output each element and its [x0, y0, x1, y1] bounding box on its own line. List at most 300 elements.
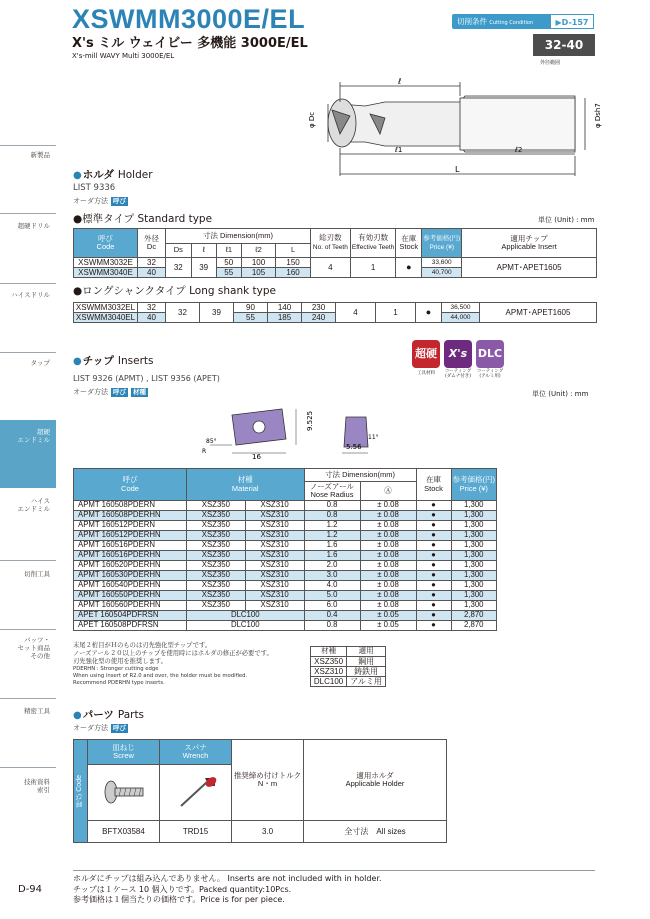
cell-stock: ●: [416, 531, 451, 541]
cell-m1: DLC100: [187, 611, 305, 621]
cell-m1: XSZ350: [187, 551, 246, 561]
th-holder: [304, 740, 447, 821]
sidebar-divider: [0, 629, 56, 630]
cell-tol: ± 0.08: [360, 561, 416, 571]
sidebar-divider: [0, 145, 56, 146]
sidebar-item-hss-endmill[interactable]: ハイス エンドミル: [17, 497, 50, 513]
cell-m1: XSZ350: [187, 581, 246, 591]
cell-price: 1,300: [451, 551, 497, 561]
inserts-heading-jp: チップ: [82, 355, 114, 367]
th-nose-jp: ノーズアール: [309, 481, 355, 491]
cell-price: 1,300: [451, 501, 497, 511]
cond-ref: ▶D-157: [550, 14, 594, 29]
cell-price: 2,870: [451, 611, 497, 621]
cell-wrench: TRD15: [160, 821, 232, 843]
th-torque-en: N・m: [257, 779, 278, 788]
sidebar-divider: [0, 560, 56, 561]
cell-stock: ●: [416, 521, 451, 531]
dim-l: ℓ: [398, 77, 402, 86]
cell-ds: 32: [166, 303, 200, 323]
cell-stock: ●: [416, 571, 451, 581]
th-dim: 寸法 Dimension(mm): [166, 229, 311, 244]
cell-mat: XSZ350: [311, 657, 347, 667]
cell-price: 1,300: [451, 601, 497, 611]
cell-teeth: 4: [336, 303, 376, 323]
cell-m2: XSZ310: [245, 551, 304, 561]
cell-tol: ± 0.08: [360, 501, 416, 511]
cell-code: XSWMM3032E: [74, 258, 138, 268]
inserts-table-body: [74, 501, 497, 631]
dim-dc: φ Dc: [308, 111, 316, 128]
table-row: [74, 601, 497, 611]
screw-icon: [99, 777, 149, 807]
cell-nose: 0.4: [304, 611, 360, 621]
table-row: [74, 561, 497, 571]
cell-price: 1,300: [451, 521, 497, 531]
note-line: PDERHN : Stronger cutting edge: [73, 666, 159, 672]
cell-stock: ●: [416, 591, 451, 601]
note-line: When using insert of R2.0 and over, the holder must be modified.: [73, 673, 248, 679]
note-line: 末尾２桁目がＨのものは刃先強化型チップです。: [73, 642, 212, 649]
cell-m1: XSZ350: [187, 591, 246, 601]
table-row: [74, 531, 497, 541]
cond-label: 切削条件: [457, 17, 487, 26]
th-dc-en: Dc: [146, 242, 157, 251]
th-stock-en: Stock: [399, 242, 419, 251]
cell-tol: ± 0.08: [360, 551, 416, 561]
cutting-condition-link[interactable]: [452, 14, 594, 29]
table-row: [74, 571, 497, 581]
dim-r: R: [202, 448, 207, 455]
cell-nose: 0.8: [304, 621, 360, 631]
cell-teeth: 4: [310, 258, 350, 278]
th-use: 適用: [347, 647, 386, 657]
standard-holder-table: [73, 228, 597, 278]
dim-e: 85°: [206, 438, 217, 445]
cell-code: XSWMM3040EL: [74, 313, 138, 323]
table-row: [311, 677, 386, 687]
table-row: [74, 611, 497, 621]
table-row: [74, 303, 597, 313]
sidebar-item-carbide-drill[interactable]: 超硬ドリル: [17, 222, 50, 230]
order-tag: 呼び: [113, 197, 126, 205]
cell-tol: ± 0.08: [360, 591, 416, 601]
cell-price: 2,870: [451, 621, 497, 631]
badge-carbide: 超硬: [412, 340, 440, 368]
dim-L: L: [455, 165, 460, 174]
sidebar-item-tech-index[interactable]: 技術資料 索引: [24, 778, 50, 794]
th-chip-en: Applicable Insert: [501, 242, 557, 251]
page-title: XSWMM3000E/EL: [72, 4, 306, 34]
th-stock: [396, 229, 422, 258]
parts-table: [73, 739, 447, 843]
wrench-icon: [171, 774, 221, 810]
order-tag: 呼び: [113, 388, 126, 396]
sidebar-item-carbide-endmill[interactable]: 超硬 エンドミル: [17, 428, 50, 444]
cell-code: APMT 160520PDERHN: [74, 561, 187, 571]
cell-nose: 1.2: [304, 521, 360, 531]
th-dc: [138, 229, 166, 258]
cell-price: 1,300: [451, 511, 497, 521]
holder-list: LIST 9336: [73, 183, 116, 193]
cell-nose: 1.6: [304, 551, 360, 561]
table-row: [311, 667, 386, 677]
cell-m2: XSZ310: [245, 521, 304, 531]
badge-label: コーティング (アルミ用): [476, 369, 504, 379]
sidebar-item-parts-sets[interactable]: バッツ・ セット商品 その他: [17, 636, 50, 660]
th-stock-en: Stock: [424, 483, 443, 493]
th-nose: [304, 482, 360, 501]
cell-price: 40,700: [422, 268, 462, 278]
footer-notes: [73, 874, 381, 906]
th-chip: [462, 229, 597, 258]
cell-price: 44,000: [442, 313, 480, 323]
table-row: [74, 258, 597, 268]
footer-line: 参考価格は１個当たりの価格です。Price is for per piece.: [73, 895, 285, 904]
cell-stock: ●: [416, 621, 451, 631]
cell-stock: ●: [416, 551, 451, 561]
th-price: [422, 229, 462, 258]
th-ds: Ds: [166, 244, 192, 258]
inserts-list: LIST 9326 (APMT) , LIST 9356 (APET): [73, 374, 220, 383]
cell-chip: APMT･APET1605: [462, 258, 597, 278]
th-material: [187, 469, 305, 501]
cell-code: APMT 160508PDERHN: [74, 511, 187, 521]
th-l1: ℓ1: [216, 244, 241, 258]
cell-m1: XSZ350: [187, 541, 246, 551]
cell-L: 230: [302, 303, 336, 313]
cell-nose: 5.0: [304, 591, 360, 601]
cell-dc: 32: [138, 258, 166, 268]
cell-torque: 3.0: [232, 821, 304, 843]
holder-order: [73, 196, 128, 206]
sidebar-divider: [0, 352, 56, 353]
th-teeth-jp: 総刃数: [319, 233, 342, 242]
order-label: オーダ方法: [73, 724, 108, 732]
th-dc-jp: 外径: [144, 233, 159, 243]
cell-nose: 0.8: [304, 511, 360, 521]
sidebar-divider: [0, 283, 56, 284]
th-price: [451, 469, 497, 501]
th-eff-en: Effective Teeth: [351, 243, 395, 251]
holder-drawing: [310, 76, 610, 186]
long-type-heading: ●ロングシャンクタイプ Long shank type: [73, 285, 276, 297]
sidebar-divider: [0, 213, 56, 214]
badge-xs-coating: X's: [444, 340, 472, 368]
th-eff: [350, 229, 395, 258]
th-holder-jp: 適用ホルダ: [356, 770, 394, 780]
th-mat-jp: 材種: [237, 475, 253, 484]
cell-code: APMT 160512PDERHN: [74, 531, 187, 541]
th-price-en: Price (¥): [459, 483, 488, 493]
parts-heading-en: Parts: [117, 709, 145, 721]
dim-l2: ℓ2: [515, 146, 523, 154]
cell-m2: XSZ310: [245, 531, 304, 541]
inserts-order: [73, 387, 148, 397]
cell-nose: 1.6: [304, 541, 360, 551]
long-holder-table: [73, 302, 597, 323]
th-torque-jp: 推奨締め付けトルク: [233, 770, 302, 780]
dim-b: 16: [252, 453, 261, 461]
cell-screw: BFTX03584: [88, 821, 160, 843]
standard-type-label: 標準タイプ Standard type: [82, 213, 213, 225]
th-l2: ℓ2: [241, 244, 275, 258]
table-row: [311, 657, 386, 667]
cell-code: APMT 160516PDERN: [74, 541, 187, 551]
cell-l: 39: [200, 303, 234, 323]
table-row: [74, 541, 497, 551]
th-mat: 材種: [311, 647, 347, 657]
cell-code: XSWMM3032EL: [74, 303, 138, 313]
badge-dlc-coating: DLC: [476, 340, 504, 368]
cell-dc: 32: [138, 303, 166, 313]
holder-heading: ●ホルダ Holder: [73, 169, 153, 181]
sidebar-item-cutting-tool[interactable]: 切削工具: [24, 570, 50, 578]
cell-tol: ± 0.08: [360, 541, 416, 551]
page-subtitle: X's ミル ウェイビー 多機能 3000E/EL: [72, 36, 308, 51]
badge-label: コーティング (ダムナ付き): [444, 369, 472, 379]
cell-code: APET 160504PDFRSN: [74, 611, 187, 621]
cell-eff: 1: [376, 303, 416, 323]
table-row: [74, 501, 497, 511]
order-tag: 材種: [133, 388, 146, 396]
th-code-vertical: [74, 740, 88, 843]
cell-code: APET 160508PDFRSN: [74, 621, 187, 631]
screw-image: [88, 765, 160, 821]
footer-line: ホルダにチップは組み込んでありません。 Inserts are not included with in holder.: [73, 874, 382, 883]
cell-l2: 105: [241, 268, 275, 278]
th-price-en: Price (¥): [429, 244, 454, 251]
th-wrench-jp: スパナ: [184, 742, 207, 752]
cond-ref-text: D-157: [561, 18, 589, 27]
table-row: [74, 511, 497, 521]
parts-heading-jp: パーツ: [82, 709, 114, 721]
cell-L: 150: [276, 258, 311, 268]
cond-label-en: Cutting Condition: [489, 20, 534, 26]
cell-stock: ●: [416, 561, 451, 571]
sidebar-item-new[interactable]: 新製品: [30, 151, 50, 159]
th-stock-jp: 在庫: [401, 233, 417, 243]
cell-dc: 40: [138, 268, 166, 278]
cell-l: 39: [191, 258, 216, 278]
parts-order: [73, 723, 128, 733]
holder-heading-jp: ホルダ: [82, 169, 114, 181]
table-row: [74, 551, 497, 561]
cell-price: 1,300: [451, 571, 497, 581]
cell-m2: XSZ310: [245, 511, 304, 521]
cell-price: 1,300: [451, 581, 497, 591]
cell-stock: ●: [396, 258, 422, 278]
cell-m2: XSZ310: [245, 591, 304, 601]
diameter-range-label: 外径範囲: [540, 60, 561, 66]
cell-ds: 32: [166, 258, 192, 278]
cell-m1: DLC100: [187, 621, 305, 631]
cell-tol: ± 0.08: [360, 581, 416, 591]
cell-code: APMT 160540PDERHN: [74, 581, 187, 591]
insert-drawing: [196, 403, 396, 465]
th-code-en: Code: [96, 242, 115, 251]
cell-stock: ●: [416, 581, 451, 591]
cell-stock: ●: [416, 541, 451, 551]
cell-m1: XSZ350: [187, 561, 246, 571]
inserts-heading: ●チップ Inserts: [73, 355, 154, 367]
cell-code: APMT 160508PDERN: [74, 501, 187, 511]
cell-l2: 140: [268, 303, 302, 313]
inserts-unit: 単位 (Unit) : mm: [532, 390, 589, 398]
cell-chip: APMT･APET1605: [480, 303, 597, 323]
cell-use: アルミ用: [347, 677, 386, 687]
cell-m1: XSZ350: [187, 601, 246, 611]
th-dim: 寸法 Dimension(mm): [304, 469, 416, 482]
cell-code: APMT 160530PDERHN: [74, 571, 187, 581]
cell-nose: 2.0: [304, 561, 360, 571]
cell-tol: ± 0.08: [360, 571, 416, 581]
cell-m2: XSZ310: [245, 501, 304, 511]
material-table: [310, 646, 386, 687]
cell-holder: 全寸法 All sizes: [304, 821, 447, 843]
cell-code: APMT 160512PDERN: [74, 521, 187, 531]
inserts-heading-en: Inserts: [117, 355, 154, 367]
th-mat-en: Material: [231, 483, 259, 493]
cell-price: 36,500: [442, 303, 480, 313]
th-code-jp: 呼び: [122, 475, 138, 484]
dim-dsh: φ Dsh7: [594, 103, 602, 128]
cell-l2: 185: [268, 313, 302, 323]
sidebar-item-tap[interactable]: タップ: [30, 359, 50, 367]
cell-nose: 0.8: [304, 501, 360, 511]
th-code-jp: 呼び: [98, 233, 113, 243]
th-price-jp: 参考価格(円): [452, 475, 495, 484]
cell-tol: ± 0.08: [360, 521, 416, 531]
cell-eff: 1: [350, 258, 395, 278]
cell-dc: 40: [138, 313, 166, 323]
cell-price: 1,300: [451, 561, 497, 571]
th-chip-jp: 適用チップ: [510, 233, 548, 243]
th-code-en: Code: [121, 483, 139, 493]
dim-c: 5.56: [346, 443, 362, 451]
cell-nose: 6.0: [304, 601, 360, 611]
th-eff-jp: 有効刃数: [358, 233, 389, 242]
th-l: ℓ: [191, 244, 216, 258]
sidebar: [0, 0, 56, 919]
long-type-label: ロングシャンクタイプ Long shank type: [82, 285, 276, 297]
table-row: [74, 621, 497, 631]
th-teeth-en: No. of Teeth: [312, 243, 348, 251]
th-teeth: [310, 229, 350, 258]
cell-tol: ± 0.08: [360, 511, 416, 521]
th-tol: Ⓐ: [360, 482, 416, 501]
cell-m1: XSZ350: [187, 571, 246, 581]
sidebar-item-precision[interactable]: 精密工具: [24, 707, 50, 715]
cell-tol: ± 0.08: [360, 601, 416, 611]
table-row: [74, 591, 497, 601]
dim-a: 9.525: [306, 410, 314, 431]
cell-code: XSWMM3040E: [74, 268, 138, 278]
cell-stock: ●: [416, 511, 451, 521]
sidebar-item-hss-drill[interactable]: ハイスドリル: [11, 291, 50, 299]
cell-use: 鋼用: [347, 657, 386, 667]
cell-mat: DLC100: [311, 677, 347, 687]
th-nose-en: Nose Radius: [310, 490, 354, 499]
footer-line: チップは１ケース 10 個入りです。Packed quantity:10Pcs.: [73, 884, 292, 894]
cell-tol: ± 0.05: [360, 611, 416, 621]
order-tag: 呼び: [113, 724, 126, 732]
cell-m1: XSZ350: [187, 521, 246, 531]
cell-price: 1,300: [451, 541, 497, 551]
inserts-table: [73, 468, 497, 631]
th-screw-jp: 皿ねじ: [112, 742, 135, 752]
insert-notes: [73, 642, 273, 687]
sidebar-divider: [0, 698, 56, 699]
th-screw: [88, 740, 160, 765]
note-line: Recommend PDERHN type inserts.: [73, 680, 165, 686]
diameter-range: 32-40: [533, 34, 595, 56]
footer-divider: [73, 870, 595, 871]
table-row: [74, 821, 447, 843]
cell-m1: XSZ350: [187, 531, 246, 541]
order-label: オーダ方法: [73, 197, 108, 205]
cell-price: 1,300: [451, 531, 497, 541]
parts-heading: ●パーツ Parts: [73, 709, 145, 721]
cell-stock: ●: [416, 303, 442, 323]
badge-label: 工具材料: [417, 371, 435, 376]
holder-heading-en: Holder: [117, 169, 153, 181]
table-row: [74, 521, 497, 531]
cell-stock: ●: [416, 611, 451, 621]
th-wrench: [160, 740, 232, 765]
cell-code: APMT 160560PDERHN: [74, 601, 187, 611]
cell-nose: 1.2: [304, 531, 360, 541]
order-label: オーダ方法: [73, 388, 108, 396]
page-number: D-94: [18, 884, 43, 895]
cell-nose: 3.0: [304, 571, 360, 581]
th-stock: [416, 469, 451, 501]
cell-use: 鋳鉄用: [347, 667, 386, 677]
cell-code: APMT 160550PDERHN: [74, 591, 187, 601]
th-code-text: 呼び Code: [76, 774, 84, 808]
cell-m2: XSZ310: [245, 541, 304, 551]
cell-m1: XSZ350: [187, 511, 246, 521]
holder-unit: 単位 (Unit) : mm: [538, 216, 595, 224]
cell-nose: 4.0: [304, 581, 360, 591]
th-torque: [232, 740, 304, 821]
cell-l1: 50: [216, 258, 241, 268]
table-row: [74, 581, 497, 591]
cell-L: 160: [276, 268, 311, 278]
dim-l1: ℓ1: [395, 146, 403, 154]
th-code: [74, 229, 138, 258]
cell-l1: 55: [234, 313, 268, 323]
th-holder-en: Applicable Holder: [345, 779, 405, 788]
th-screw-en: Screw: [113, 751, 134, 760]
cell-L: 240: [302, 313, 336, 323]
cell-tol: ± 0.05: [360, 621, 416, 631]
dim-d: 11°: [368, 434, 379, 441]
cell-l2: 100: [241, 258, 275, 268]
cell-price: 33,600: [422, 258, 462, 268]
th-L: L: [276, 244, 311, 258]
th-wrench-en: Wrench: [182, 751, 209, 760]
cell-m2: XSZ310: [245, 561, 304, 571]
cell-m2: XSZ310: [245, 571, 304, 581]
th-stock-jp: 在庫: [426, 475, 441, 484]
cell-stock: ●: [416, 601, 451, 611]
cell-code: APMT 160516PDERHN: [74, 551, 187, 561]
cell-m1: XSZ350: [187, 501, 246, 511]
cell-l1: 90: [234, 303, 268, 313]
cell-mat: XSZ310: [311, 667, 347, 677]
cell-l1: 55: [216, 268, 241, 278]
